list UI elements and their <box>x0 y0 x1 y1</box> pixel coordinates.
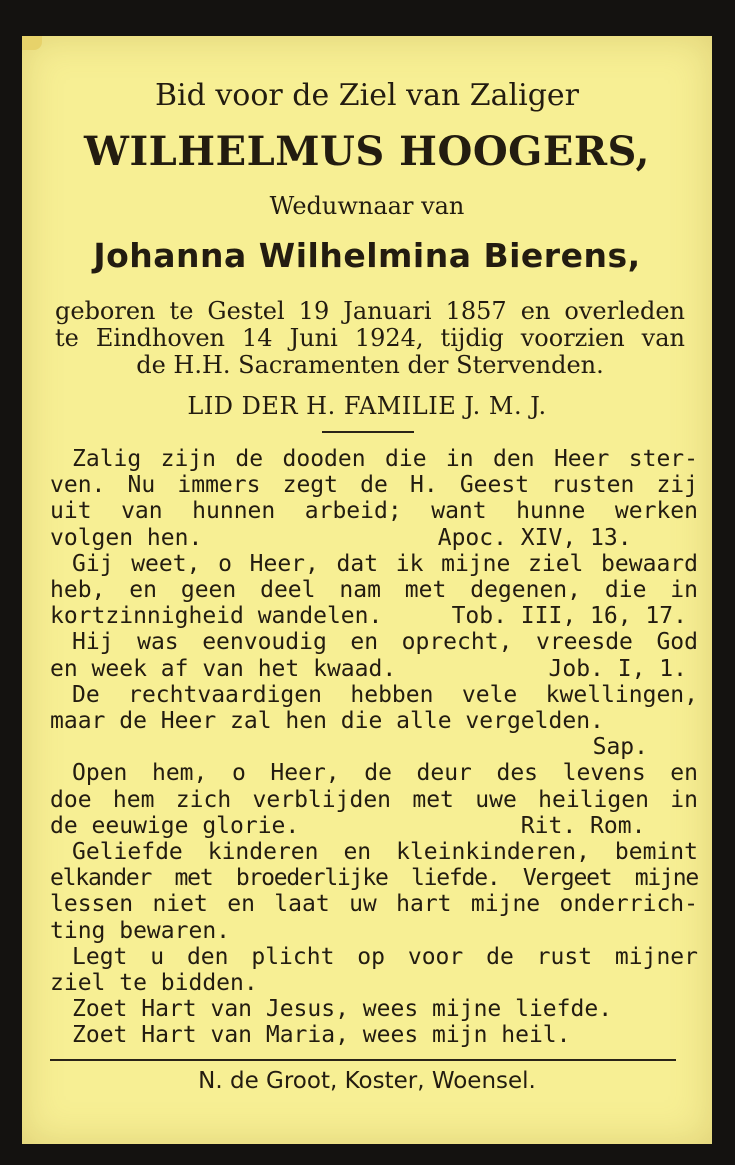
verse-line: uit van hunnen arbeid; want hunne werken <box>50 498 698 525</box>
spouse-name: Johanna Wilhelmina Bierens, <box>93 236 641 275</box>
verse-line: volgen hen. Apoc. XIV, 13. <box>50 524 632 551</box>
verse-line: maar de Heer zal hen die alle vergelden. <box>50 708 604 735</box>
verse-line: lessen niet en laat uw hart mijne onderrich- <box>50 891 698 918</box>
verse-line: Zoet Hart van Maria, wees mijn heil. <box>72 1022 571 1049</box>
verse-line: ziel te bidden. <box>50 970 258 997</box>
sacrament-line: de H.H. Sacramenten der Stervenden. <box>136 351 604 379</box>
birth-line: geboren te Gestel 19 Januari 1857 en overleden <box>55 297 685 325</box>
verse-line: Legt u den plicht op voor de rust mijner <box>72 943 698 970</box>
verse-line: en week af van het kwaad. Job. I, 1. <box>50 655 687 682</box>
death-line: te Eindhoven 14 Juni 1924, tijdig voorzien van <box>55 324 685 352</box>
verse-line: Gij weet, o Heer, dat ik mijne ziel bewaard <box>72 550 698 577</box>
birth-death-paragraph <box>55 298 685 379</box>
memorial-card <box>22 36 712 1144</box>
prayer-line: Bid voor de Ziel van Zaliger <box>154 78 580 113</box>
verse-line: De rechtvaardigen hebben vele kwellingen, <box>72 681 698 708</box>
long-divider <box>50 1059 676 1061</box>
printer-line: N. de Groot, Koster, Woensel. <box>198 1068 536 1094</box>
verse-line: Geliefde kinderen en kleinkinderen, bemint <box>72 839 698 866</box>
deceased-name: WILHELMUS HOOGERS, <box>84 128 650 175</box>
verse-line: Open hem, o Heer, de deur des levens en <box>72 760 698 787</box>
verse-reference: Sap. <box>592 734 648 761</box>
verse-line: doe hem zich verblijden met uwe heiligen in <box>50 786 698 813</box>
verse-line: ting bewaren. <box>50 917 231 944</box>
verse-line: elkander met broederlijke liefde. Vergeet mijne <box>50 865 698 892</box>
short-divider <box>322 431 414 433</box>
verse-line: heb, en geen deel nam met degenen, die in <box>50 577 698 604</box>
membership-line: LID DER H. FAMILIE J. M. J. <box>187 392 547 420</box>
relation-line: Weduwnaar van <box>269 192 465 220</box>
verses-block <box>50 446 698 1049</box>
verse-line: Hij was eenvoudig en oprecht, vreesde God <box>72 629 698 656</box>
corner-stain <box>22 36 42 50</box>
verse-line: Zoet Hart van Jesus, wees mijne liefde. <box>72 996 613 1023</box>
verse-line: Zalig zijn de dooden die in den Heer ster- <box>72 446 698 472</box>
verse-line: de eeuwige glorie. Rit. Rom. <box>50 812 646 839</box>
verse-line: ven. Nu immers zegt de H. Geest rusten zij <box>50 472 698 499</box>
verse-line: kortzinnigheid wandelen. Tob. III, 16, 17. <box>50 603 687 630</box>
